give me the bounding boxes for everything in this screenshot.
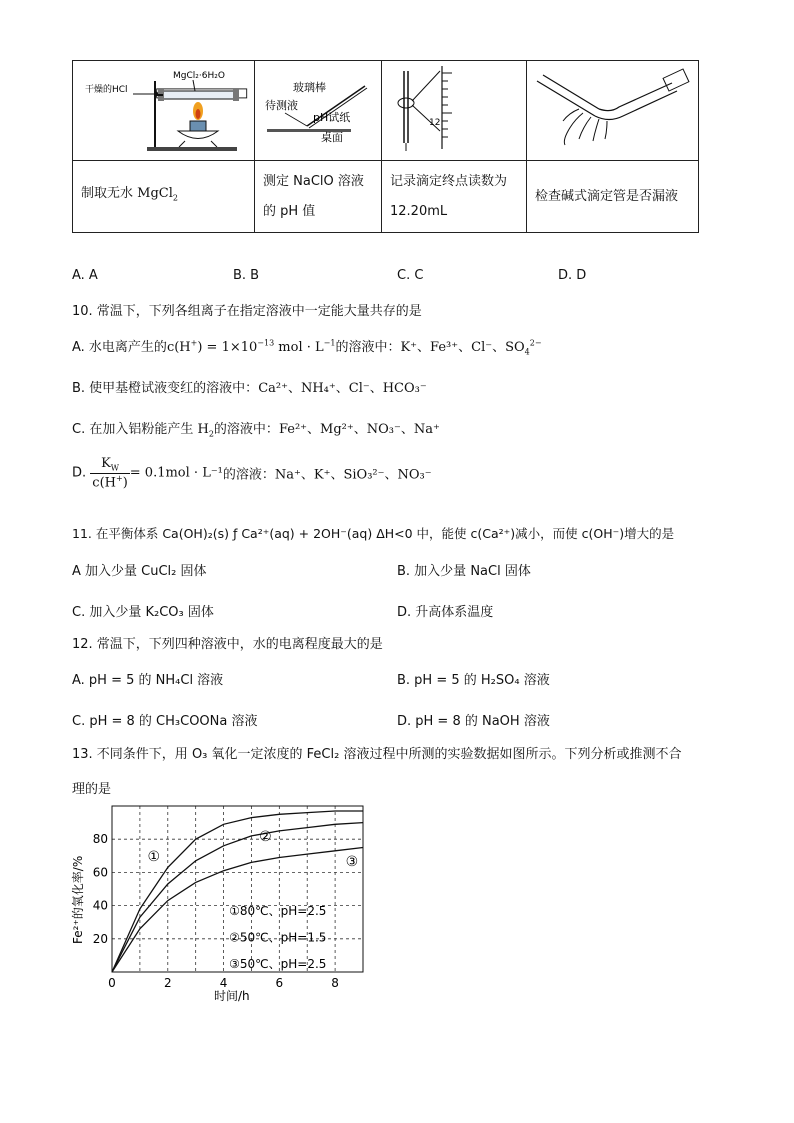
x-tick-label: 8 (331, 976, 339, 990)
q10-d-label: D. (72, 465, 87, 481)
mgcl2-heating-apparatus (73, 61, 254, 156)
q10-a-sulfate: $SO_4^{2-}$ (505, 338, 542, 357)
q12-stem: 12. 常温下，下列四种溶液中，水的电离程度最大的是 (72, 637, 383, 652)
cell-apparatus-c (382, 61, 527, 161)
q10-a-ions: K⁺、Fe³⁺、Cl⁻、 (400, 340, 506, 355)
q10-option-b[interactable] (72, 377, 427, 396)
caption-c-line1: 记录滴定终点读数为 (390, 173, 508, 189)
q10-c-label: C. 在加入铝粉能产生 (72, 422, 194, 437)
series-marker-1: ① (147, 848, 161, 865)
q13-stem-line2: 理的是 (72, 782, 112, 797)
legend-entry-3: ③50℃、pH=2.5 (229, 957, 327, 971)
burette-mark-label: 12 (429, 118, 441, 128)
glass-rod-label: 玻璃棒 (293, 81, 326, 94)
base-burette-leak-apparatus (527, 61, 698, 156)
q9-option-c[interactable]: C. C (397, 268, 424, 283)
x-axis-label: 时间/h (214, 989, 250, 1003)
cell-apparatus-d (527, 61, 699, 161)
q9-apparatus-table (72, 60, 699, 233)
q10-option-d[interactable] (72, 456, 432, 490)
cell-apparatus-b (255, 61, 382, 161)
q9-option-b[interactable]: B. B (233, 268, 260, 283)
caption-c-line2: 12.20mL (390, 203, 448, 219)
q12-option-a[interactable]: A. pH = 5 的 NH₄Cl 溶液 (72, 673, 224, 688)
chart-legend (229, 904, 326, 971)
caption-b-line2: 的 pH 值 (263, 203, 316, 219)
test-solution-label: 待测液 (265, 99, 298, 112)
q11-option-c[interactable]: C. 加入少量 K₂CO₃ 固体 (72, 605, 214, 620)
y-tick-label: 80 (92, 832, 108, 847)
mgcl2-label: MgCl₂·6H₂O (173, 71, 225, 81)
caption-a-text: 制取无水 (81, 186, 134, 202)
legend-entry-2: ②50℃、pH=1.5 (229, 930, 327, 945)
series-curve-1 (112, 811, 363, 972)
plot-frame (112, 806, 363, 972)
caption-a-formula: MgCl$_2$ (137, 186, 178, 203)
q10-b-ions: Ca²⁺、NH₄⁺、Cl⁻、HCO₃⁻ (258, 381, 427, 396)
caption-a (73, 161, 255, 233)
ph-paper-apparatus (255, 61, 381, 156)
q11-option-b[interactable]: B. 加入少量 NaCl 固体 (397, 564, 531, 579)
q10-a-formula: $c(H^+) = 1\times 10^{-13}$ mol · $L^{-1}$ (166, 338, 336, 355)
q12-option-b[interactable]: B. pH = 5 的 H₂SO₄ 溶液 (397, 673, 550, 688)
caption-b (255, 161, 382, 233)
q10-c-ions: Fe²⁺、Mg²⁺、NO₃⁻、Na⁺ (278, 422, 440, 437)
caption-c (382, 161, 527, 233)
q11-option-d[interactable]: D. 升高体系温度 (397, 605, 494, 620)
hcl-label: 干燥的HCl (85, 85, 128, 95)
q9-option-a[interactable]: A. A (72, 268, 98, 283)
x-tick-label: 4 (219, 976, 228, 990)
q11-stem: 11. 在平衡体系 Ca(OH)₂(s) ƒ Ca²⁺(aq) + 2OH⁻(aq) ΔH<0 中，能使 c(Ca²⁺)减小，而使 c(OH⁻)增大的是 (72, 526, 675, 541)
series-marker-2: ② (259, 828, 272, 845)
q10-a-mid: 的溶液中： (335, 340, 401, 355)
x-tick-label: 6 (275, 976, 284, 990)
q10-option-a[interactable] (72, 336, 542, 357)
table-label: 桌面 (321, 131, 343, 144)
q10-a-label: A. 水电离产生的 (72, 340, 167, 355)
caption-d: 检查碱式滴定管是否漏液 (527, 161, 699, 233)
q9-option-d[interactable]: D. D (558, 268, 587, 283)
legend-entry-1: ①80℃、pH=2.5 (229, 903, 327, 918)
chart-curves (112, 811, 363, 972)
burette-reading-apparatus (382, 61, 526, 156)
q10-d-eq: = 0.1mol · L⁻¹ (129, 465, 223, 481)
q12-option-c[interactable]: C. pH = 8 的 CH₃COONa 溶液 (72, 714, 258, 729)
x-tick-label: 0 (108, 976, 116, 990)
q10-c-h2: $H_2$ (193, 422, 214, 439)
series-marker-3: ③ (345, 853, 359, 870)
cell-apparatus-a (73, 61, 255, 161)
q10-d-fraction: $\frac{K_W}{c(H^+)}$ (92, 456, 128, 490)
q11-option-a[interactable]: A 加入少量 CuCl₂ 固体 (72, 564, 207, 579)
q10-d-ions: Na⁺、K⁺、SiO₃²⁻、NO₃⁻ (274, 467, 432, 483)
q10-option-c[interactable] (72, 418, 440, 439)
y-tick-label: 40 (92, 898, 108, 913)
q10-c-mid: 的溶液中： (213, 422, 279, 437)
q10-stem: 10. 常温下，下列各组离子在指定溶液中一定能大量共存的是 (72, 304, 422, 319)
y-tick-label: 20 (92, 931, 108, 946)
ph-paper-label: pH试纸 (313, 111, 351, 124)
q13-stem-line1: 13. 不同条件下，用 O₃ 氧化一定浓度的 FeCl₂ 溶液过程中所测的实验数据如图所示。下列分析或推测不合 (72, 747, 682, 762)
y-tick-label: 60 (92, 865, 108, 880)
series-curve-2 (112, 823, 363, 972)
caption-b-line1: 测定 NaClO 溶液 (263, 173, 364, 189)
x-tick-label: 2 (163, 976, 172, 990)
q12-option-d[interactable]: D. pH = 8 的 NaOH 溶液 (397, 714, 550, 729)
q10-b-label: B. 使甲基橙试液变红的溶液中： (72, 381, 259, 396)
oxidation-rate-chart (66, 800, 376, 1010)
chart-grid (112, 806, 363, 972)
y-axis-label: Fe²⁺的氧化率/% (71, 855, 85, 944)
q10-d-mid: 的溶液： (222, 467, 275, 483)
